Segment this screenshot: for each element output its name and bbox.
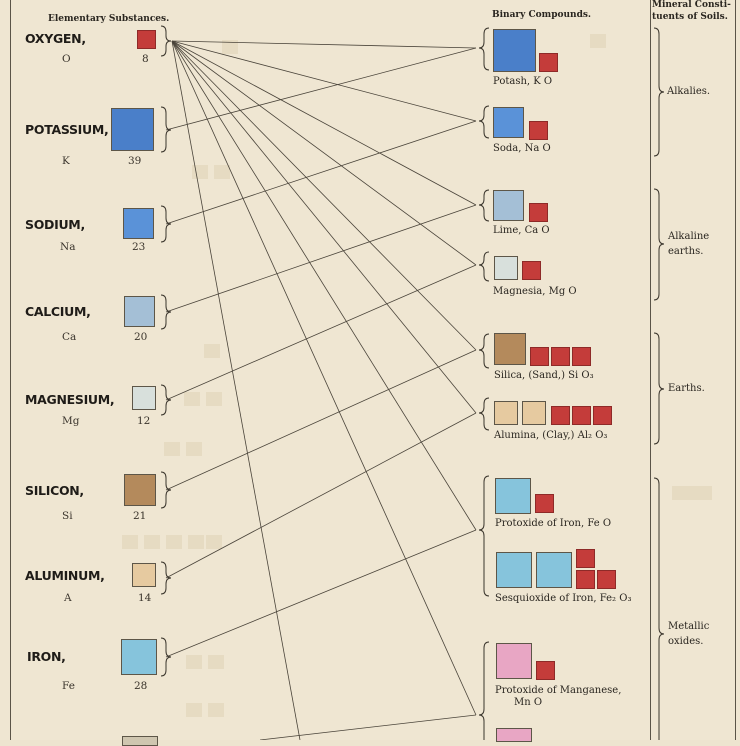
compound-swatch-alumina-2 [522, 401, 546, 425]
group-alkalies: Alkalies. [667, 86, 711, 97]
element-weight-potassium: 39 [128, 155, 142, 167]
compound-oxygen-alumina-1 [551, 406, 570, 425]
element-name-magnesium: MAGNESIUM, [25, 392, 115, 407]
element-name-aluminum: ALUMINUM, [25, 568, 105, 583]
compound-swatch-magnesia [494, 256, 518, 280]
element-swatch-calcium [124, 296, 155, 327]
element-name-silicon: SILICON, [25, 483, 84, 498]
compound-swatch-alumina-1 [494, 401, 518, 425]
compound-name-alumina: Alumina, (Clay,) Al₂ O₃ [494, 430, 608, 441]
compound-name-silica: Silica, (Sand,) Si O₃ [494, 370, 594, 381]
element-weight-oxygen: 8 [142, 53, 149, 65]
element-symbol-sodium: Na [60, 241, 76, 253]
element-swatch-potassium [111, 108, 154, 151]
element-symbol-magnesium: Mg [62, 415, 80, 427]
compound-oxygen-silica-2 [551, 347, 570, 366]
element-swatch-aluminum [132, 563, 156, 587]
element-swatch-sodium [123, 208, 154, 239]
compound-oxygen-alumina-2 [572, 406, 591, 425]
element-name-iron: IRON, [27, 649, 66, 664]
compound-swatch-sesquioxide-iron-2 [536, 552, 572, 588]
element-name-calcium: CALCIUM, [25, 304, 91, 319]
compound-oxygen-lime [529, 203, 548, 222]
compound-name-protoxide-manganese-line2: Mn O [514, 697, 543, 708]
group-earths: Earths. [668, 383, 705, 394]
compound-name-magnesia: Magnesia, Mg O [493, 286, 577, 297]
element-weight-magnesium: 12 [137, 415, 151, 427]
compound-oxygen-magnesia [522, 261, 541, 280]
minerals-header-line2: tuents of Soils. [652, 12, 728, 22]
compound-name-lime: Lime, Ca O [493, 225, 550, 236]
minerals-header-line1: Mineral Consti- [652, 0, 731, 10]
compound-swatch-sesquioxide-iron-1 [496, 552, 532, 588]
compound-oxygen-silica-3 [572, 347, 591, 366]
element-symbol-silicon: Si [62, 510, 73, 522]
compound-oxygen-potash [539, 53, 558, 72]
compounds-header: Binary Compounds. [492, 10, 592, 20]
element-name-sodium: SODIUM, [25, 217, 85, 232]
element-swatch-magnesium [132, 386, 156, 410]
element-weight-aluminum: 14 [138, 592, 152, 604]
element-weight-iron: 28 [134, 680, 148, 692]
compound-swatch-lime [493, 190, 524, 221]
element-swatch-silicon [124, 474, 156, 506]
compound-oxygen-sesquioxide-3 [597, 570, 616, 589]
compound-swatch-silica [494, 333, 526, 365]
compound-name-protoxide-iron: Protoxide of Iron, Fe O [495, 518, 612, 529]
element-swatch-cutoff [122, 736, 158, 746]
group-alkaline-earths-line2: earths. [668, 246, 704, 257]
compound-swatch-potash [493, 29, 536, 72]
compound-oxygen-protoxide-iron [535, 494, 554, 513]
element-name-potassium: POTASSIUM, [25, 122, 109, 137]
compound-oxygen-protoxide-manganese [536, 661, 555, 680]
compound-oxygen-silica-1 [530, 347, 549, 366]
group-metallic-oxides-line2: oxides. [668, 636, 704, 647]
compound-name-protoxide-manganese-line1: Protoxide of Manganese, [495, 685, 622, 696]
element-symbol-oxygen: O [62, 53, 71, 65]
compound-oxygen-soda [529, 121, 548, 140]
element-swatch-oxygen [137, 30, 156, 49]
element-name-oxygen: OXYGEN, [25, 31, 86, 46]
group-metallic-oxides-line1: Metallic [668, 621, 710, 632]
compound-oxygen-sesquioxide-1 [576, 549, 595, 568]
element-symbol-iron: Fe [62, 680, 75, 692]
compound-swatch-protoxide-manganese [496, 643, 532, 679]
element-symbol-potassium: K [62, 155, 70, 167]
element-swatch-iron [121, 639, 157, 675]
elements-header: Elementary Substances. [48, 14, 170, 24]
compound-name-potash: Potash, K O [493, 76, 553, 87]
compound-swatch-protoxide-iron [495, 478, 531, 514]
compound-name-sesquioxide-iron: Sesquioxide of Iron, Fe₂ O₃ [495, 593, 632, 604]
element-weight-sodium: 23 [132, 241, 146, 253]
element-weight-calcium: 20 [134, 331, 148, 343]
compound-oxygen-alumina-3 [593, 406, 612, 425]
element-symbol-calcium: Ca [62, 331, 77, 343]
compound-name-soda: Soda, Na O [493, 143, 551, 154]
element-symbol-aluminum: A [64, 592, 72, 604]
group-alkaline-earths-line1: Alkaline [668, 231, 710, 242]
element-weight-silicon: 21 [133, 510, 147, 522]
compound-swatch-soda [493, 107, 524, 138]
compound-oxygen-sesquioxide-2 [576, 570, 595, 589]
